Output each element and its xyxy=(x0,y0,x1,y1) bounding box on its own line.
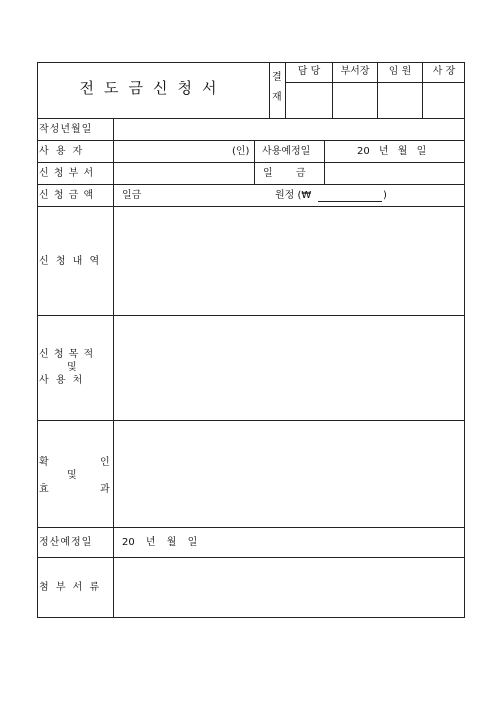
amount-won: 원정 (₩ xyxy=(275,190,312,201)
label-confirm-l2: 및 xyxy=(67,470,77,481)
approval-label-top: 결 xyxy=(272,72,282,83)
approval-header-line xyxy=(285,82,465,83)
label-user: 사 용 자 xyxy=(39,146,85,157)
label-attachments: 첨 부 서 류 xyxy=(39,582,102,593)
row-line xyxy=(37,557,465,558)
row-line xyxy=(37,184,465,185)
label-column-divider xyxy=(113,118,114,618)
cell-divider xyxy=(324,140,325,184)
label-confirm-l3-right: 과 xyxy=(100,484,110,495)
approval-label-bottom: 재 xyxy=(272,92,282,103)
label-amount-short: 일 금 xyxy=(263,168,306,179)
label-amount: 신 청 금 액 xyxy=(39,190,95,201)
planned-use-date-value: 20 년 월 일 xyxy=(357,146,427,157)
amount-underline xyxy=(318,201,382,202)
row-line xyxy=(37,420,465,421)
label-confirm-l1-right: 인 xyxy=(100,457,110,468)
label-settle-date: 정산예정일 xyxy=(39,537,93,548)
amount-prefix: 일금 xyxy=(122,190,142,201)
approval-role-president: 사 장 xyxy=(432,66,456,77)
row-line xyxy=(37,206,465,207)
approval-role-staff: 담 당 xyxy=(297,66,321,77)
approval-left-border xyxy=(269,62,270,118)
label-purpose-line3: 사 용 처 xyxy=(39,375,85,386)
label-details: 신 청 내 역 xyxy=(39,256,102,267)
amount-close: ) xyxy=(383,190,387,201)
label-purpose-line1: 신 청 목 적 xyxy=(39,349,95,360)
label-planned-use-date: 사용예정일 xyxy=(262,146,311,157)
label-dept: 신 청 부 서 xyxy=(39,168,95,179)
label-confirm-l3-left: 효 xyxy=(39,484,49,495)
cell-divider xyxy=(254,140,255,184)
label-date-written: 작성년월일 xyxy=(39,124,93,135)
row-line xyxy=(37,140,465,141)
label-purpose-line2: 및 xyxy=(67,362,77,373)
approval-role-executive: 임 원 xyxy=(388,66,412,77)
row-line xyxy=(37,315,465,316)
settle-date-value: 20 년 월 일 xyxy=(122,537,198,548)
row-line xyxy=(37,162,465,163)
row-line xyxy=(37,118,465,119)
seal-mark: (인) xyxy=(232,146,250,157)
row-line xyxy=(37,527,465,528)
label-confirm-l1-left: 확 xyxy=(39,457,49,468)
form-title: 전도금신청서 xyxy=(79,79,227,97)
approval-role-dept-head: 부서장 xyxy=(340,66,370,77)
